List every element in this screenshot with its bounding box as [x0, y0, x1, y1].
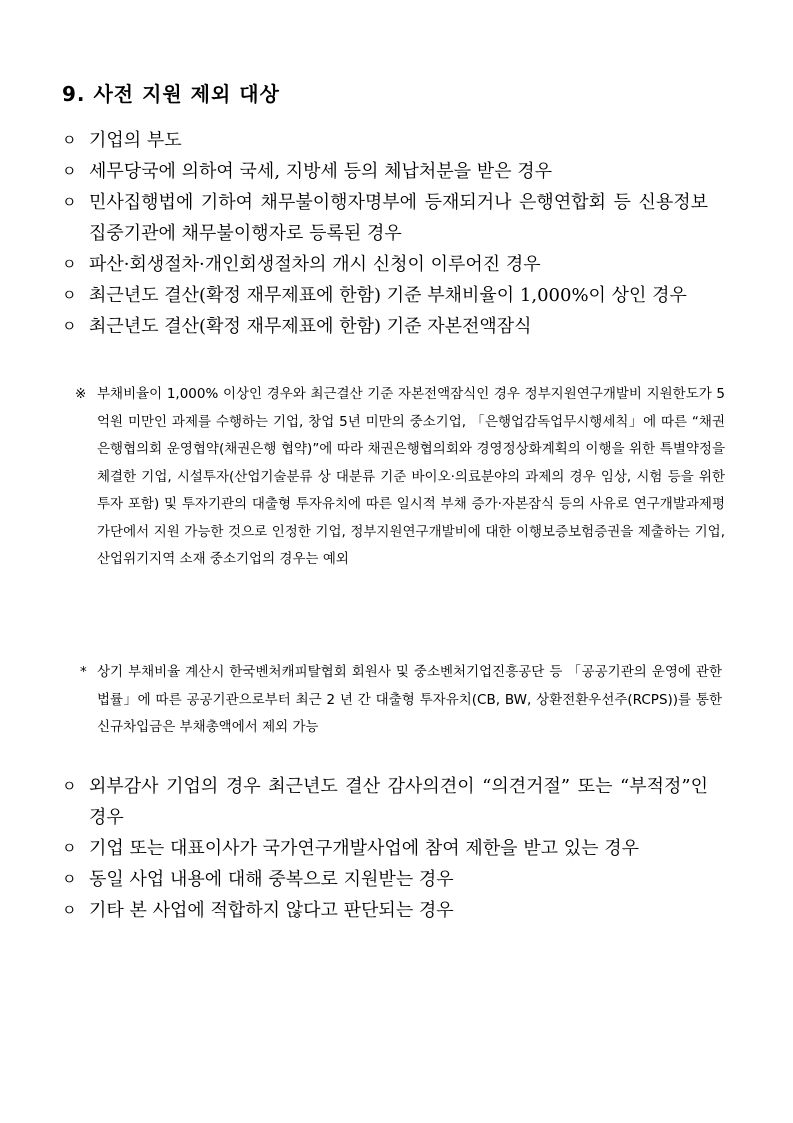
bullet-icon: ㅇ	[62, 131, 77, 149]
list-item-text: 기업 또는 대표이사가 국가연구개발사업에 참여 제한을 받고 있는 경우	[89, 838, 640, 859]
exclusion-list-top	[62, 125, 708, 342]
list-item	[62, 125, 708, 156]
section-heading: 9. 사전 지원 제외 대상	[62, 82, 280, 106]
bullet-icon: ㅇ	[62, 162, 77, 180]
reference-mark-icon: ※	[75, 386, 87, 402]
bullet-icon: ㅇ	[62, 193, 77, 211]
footnote-sub	[80, 659, 722, 742]
list-item-text: 동일 사업 내용에 대해 중복으로 지원받는 경우	[89, 869, 454, 890]
list-item-text: 외부감사 기업의 경우 최근년도 결산 감사의견이 “의견거절” 또는 “부적정”인 경우	[89, 776, 708, 828]
list-item	[62, 833, 708, 864]
exclusion-list-bottom	[62, 771, 708, 926]
list-item	[62, 895, 708, 926]
footnote-text: 상기 부채비율 계산시 한국벤처캐피탈협회 회원사 및 중소벤처기업진흥공단 등 「공공기관의 운영에 관한 법률」에 따른 공공기관으로부터 최근 2 년 간 대출형 투자유치(CB, BW, 상환전환우선주(RCPS))를 통한 신규차입금은 부채총액에서 제외 가능	[97, 664, 722, 735]
list-item-text: 최근년도 결산(확정 재무제표에 한함) 기준 자본전액잠식	[89, 316, 532, 337]
bullet-icon: ㅇ	[62, 777, 77, 795]
asterisk-icon: *	[80, 664, 87, 680]
bullet-icon: ㅇ	[62, 286, 77, 304]
list-item	[62, 771, 708, 833]
list-item	[62, 864, 708, 895]
list-item-text: 파산·회생절차·개인회생절차의 개시 신청이 이루어진 경우	[89, 254, 541, 275]
list-item	[62, 249, 708, 280]
list-item-text: 기타 본 사업에 적합하지 않다고 판단되는 경우	[89, 900, 454, 921]
bullet-icon: ㅇ	[62, 839, 77, 857]
list-item	[62, 311, 708, 342]
bullet-icon: ㅇ	[62, 317, 77, 335]
bullet-icon: ㅇ	[62, 901, 77, 919]
bullet-icon: ㅇ	[62, 870, 77, 888]
list-item	[62, 156, 708, 187]
list-item-text: 기업의 부도	[89, 130, 182, 151]
list-item-text: 민사집행법에 기하여 채무불이행자명부에 등재되거나 은행연합회 등 신용정보 집중기관에 채무불이행자로 등록된 경우	[89, 192, 708, 244]
list-item-text: 세무당국에 의하여 국세, 지방세 등의 체납처분을 받은 경우	[89, 161, 553, 182]
footnote-text: 부채비율이 1,000% 이상인 경우와 최근결산 기준 자본전액잠식인 경우 정부지원연구개발비 지원한도가 5 억원 미만인 과제를 수행하는 기업, 창업 5년 미만의 중소기업, 「은행업감독업무시행세칙」에 따른 “채권은행협의회 운영협약(채권은행 협약)”에 따라 채권은행협의회와 경영정상화계획의 이행을 위한 특별약정을 체결한 기업, 시설투자(산업기술분류 상 대분류 기준 바이오·의료분야의 과제의 경우 임상, 시험 등을 위한 투자 포함) 및 투자기관의 대출형 투자유치에 따른 일시적 부채 증가·자본잠식 등의 사유로 연구개발과제평가단에서 지원 가능한 것으로 인정한 기업, 정부지원연구개발비에 대한 이행보증보험증권을 제출하는 기업, 산업위기지역 소재 중소기업의 경우는 예외	[97, 386, 725, 567]
footnote-main	[75, 381, 725, 574]
bullet-icon: ㅇ	[62, 255, 77, 273]
list-item-text: 최근년도 결산(확정 재무제표에 한함) 기준 부채비율이 1,000%이 상인 경우	[89, 285, 687, 306]
list-item	[62, 187, 708, 249]
list-item	[62, 280, 708, 311]
